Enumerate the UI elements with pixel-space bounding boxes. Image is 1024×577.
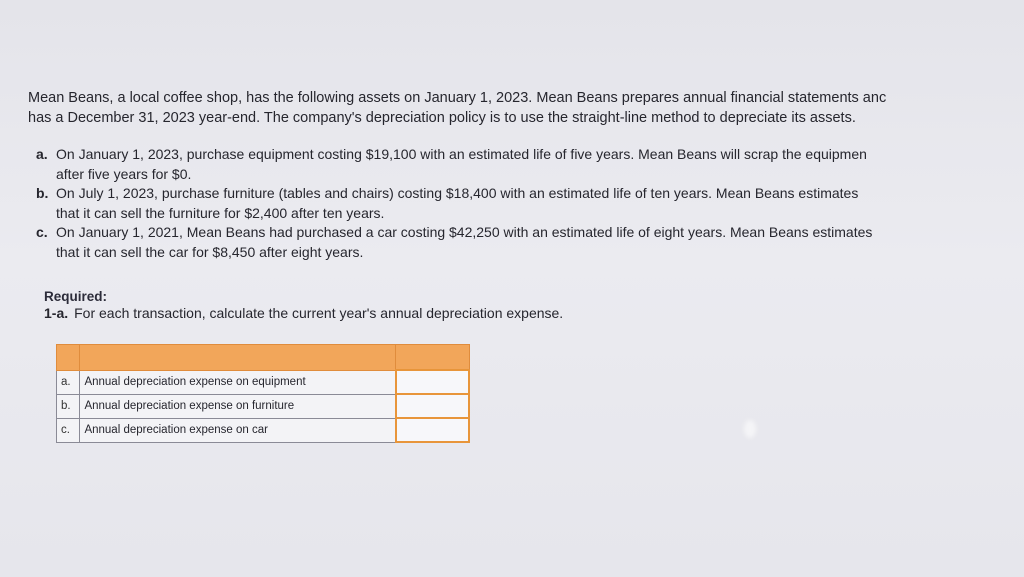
table-row [57, 370, 470, 394]
requirement-number: 1-a. [44, 305, 69, 321]
row-label: Annual depreciation expense on equipment [80, 370, 396, 394]
item-text-line-2: that it can sell the furniture for $2,400 after ten years. [56, 204, 385, 221]
row-letter: a. [57, 370, 80, 394]
table-row [57, 418, 470, 442]
item-letter: a. [36, 146, 48, 162]
required-heading: Required: [44, 289, 108, 304]
answer-cell [396, 370, 469, 394]
transaction-item-c [36, 223, 1024, 262]
problem-intro [28, 88, 1018, 128]
row-letter: c. [57, 418, 80, 442]
row-letter: b. [57, 394, 80, 418]
screen-glare [744, 420, 756, 438]
header-cell [396, 345, 469, 371]
row-label: Annual depreciation expense on car [80, 418, 396, 442]
header-cell [57, 345, 80, 371]
item-letter: b. [36, 185, 49, 201]
answer-cell [396, 418, 469, 442]
item-text-line-1: On July 1, 2023, purchase furniture (tables and chairs) costing $18,400 with an estimated life of ten years. Mean Beans estimates [56, 185, 859, 201]
table-row [57, 394, 470, 418]
requirement-text: For each transaction, calculate the current year's annual depreciation expense. [74, 305, 564, 321]
answer-table [56, 344, 470, 443]
intro-line-2: has a December 31, 2023 year-end. The company's depreciation policy is to use the straight-line method to depreciate its assets. [28, 110, 856, 126]
table-header-row [57, 345, 470, 371]
item-letter: c. [36, 224, 48, 240]
intro-line-1: Mean Beans, a local coffee shop, has the following assets on January 1, 2023. Mean Beans prepares annual financial statements anc [28, 90, 887, 106]
item-text-line-2: that it can sell the car for $8,450 after eight years. [56, 243, 364, 260]
transaction-list [36, 145, 1024, 262]
furniture-depreciation-input[interactable] [397, 395, 472, 417]
item-text-line-2: after five years for $0. [56, 165, 192, 182]
car-depreciation-input[interactable] [397, 419, 472, 441]
transaction-item-a [36, 145, 1024, 184]
answer-cell [396, 394, 469, 418]
header-cell [80, 345, 396, 371]
item-text-line-1: On January 1, 2023, purchase equipment costing $19,100 with an estimated life of five years. Mean Beans will scrap the equipmen [56, 146, 867, 162]
requirement-question [44, 305, 563, 321]
row-label: Annual depreciation expense on furniture [80, 394, 396, 418]
equipment-depreciation-input[interactable] [397, 371, 472, 393]
item-text-line-1: On January 1, 2021, Mean Beans had purchased a car costing $42,250 with an estimated life of eight years. Mean Beans estimates [56, 224, 873, 240]
transaction-item-b [36, 184, 1024, 223]
